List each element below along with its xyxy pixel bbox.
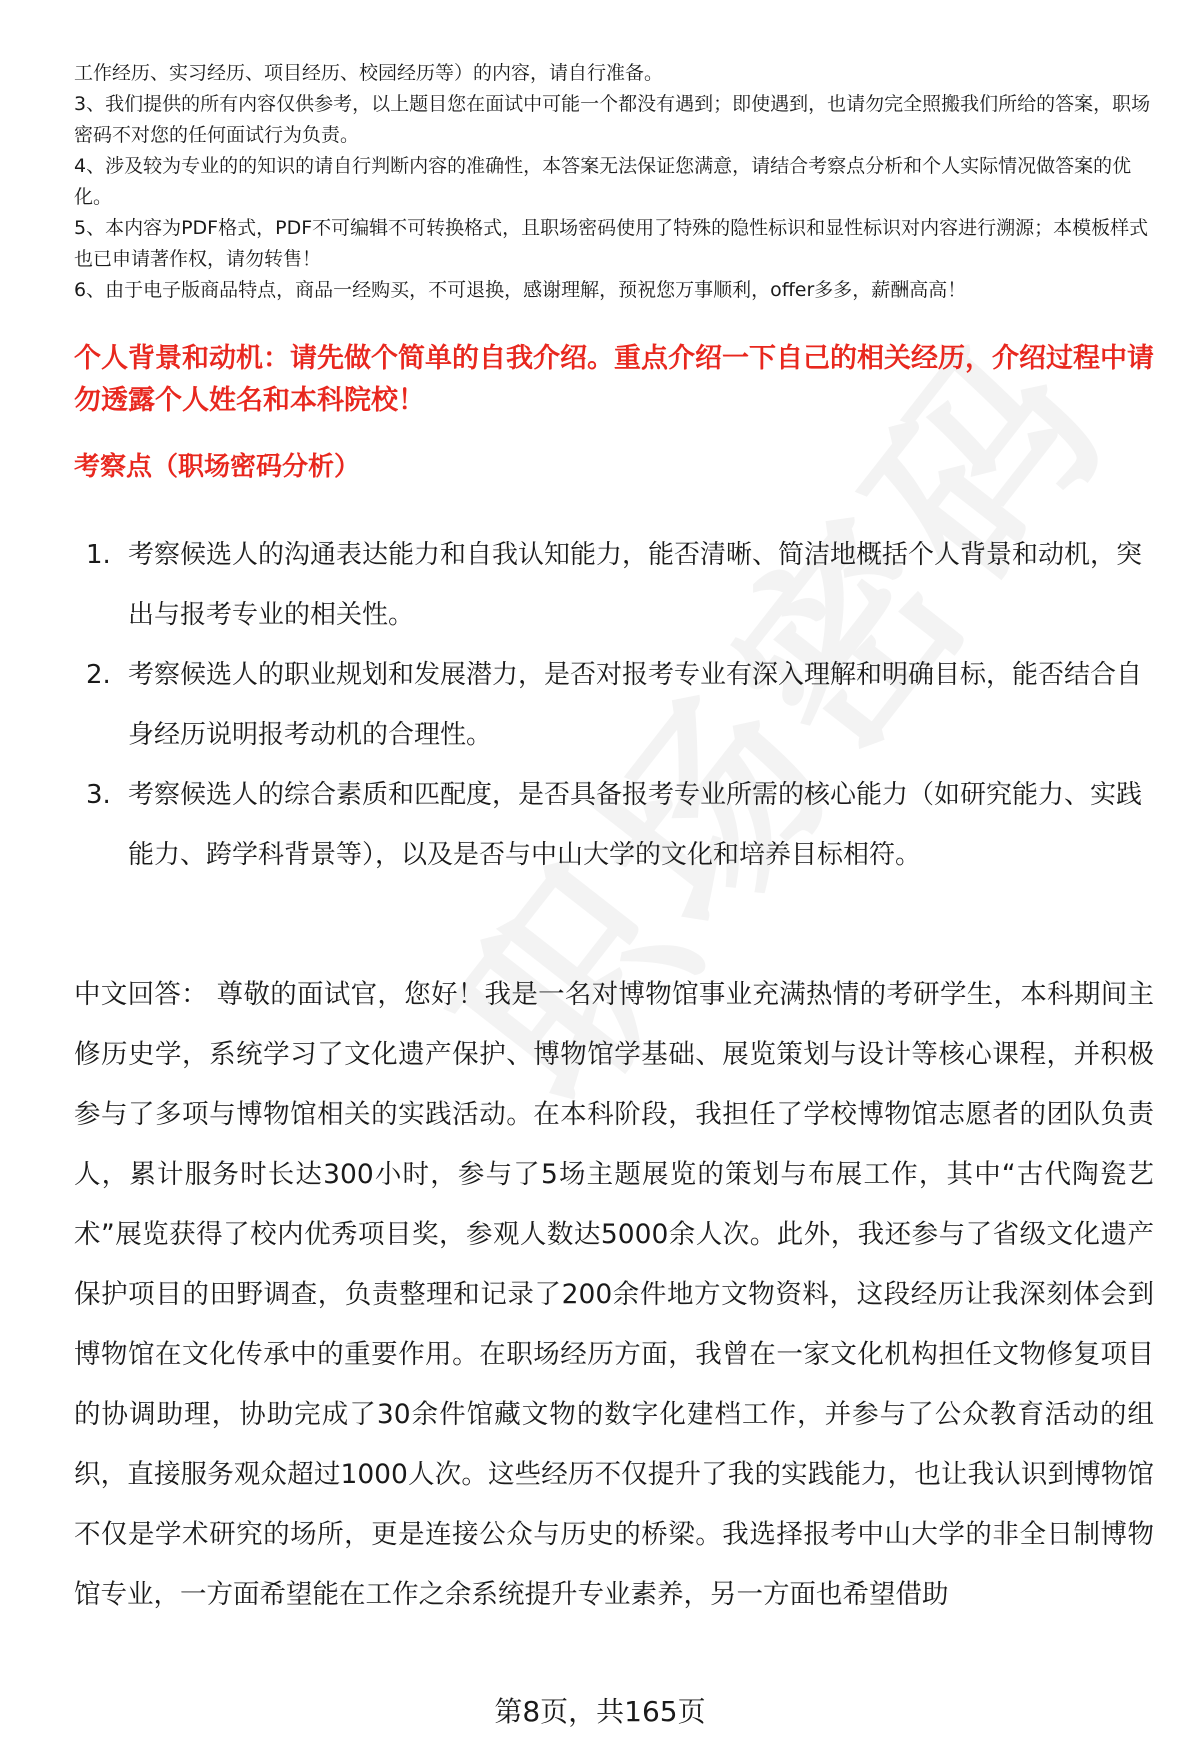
page-footer: 第8页，共165页 — [494, 1695, 706, 1728]
answer-paragraph: 中文回答： 尊敬的面试官，您好！我是一名对博物馆事业充满热情的考研学生，本科期间主修历史学，系统学习了文化遗产保护、博物馆学基础、展览策划与设计等核心课程，并积极参与了多项与博物馆相关的实践活动。在本科阶段，我担任了学校博物馆志愿者的团队负责人，累计服务时长达300小时，参与了5场主题展览的策划与布展工作，其中“古代陶瓷艺术”展览获得了校内优秀项目奖，参观人数达5000余人次。此外，我还参与了省级文化遗产保护项目的田野调查，负责整理和记录了200余件地方文物资料，这段经历让我深刻体会到博物馆在文化传承中的重要作用。在职场经历方面，我曾在一家文化机构担任文物修复项目的协调助理，协助完成了30余件馆藏文物的数字化建档工作，并参与了公众教育活动的组织，直接服务观众超过1000人次。这些经历不仅提升了我的实践能力，也让我认识到博物馆不仅是学术研究的场所，更是连接公众与历史的桥梁。我选择报考中山大学的非全日制博物馆专业，一方面希望能在工作之余系统提升专业素养，另一方面也希望借助 — [74, 979, 1154, 1610]
note-item: 3、我们提供的所有内容仅供参考，以上题目您在面试中可能一个都没有遇到；即使遇到，也请勿完全照搬我们所给的答案，职场密码不对您的任何面试行为负责。 — [74, 93, 1151, 146]
note-item: 工作经历、实习经历、项目经历、校园经历等）的内容，请自行准备。 — [74, 62, 664, 84]
point-number: 1. — [86, 540, 111, 570]
analysis-point — [74, 765, 1154, 885]
note-item: 4、涉及较为专业的的知识的请自行判断内容的准确性，本答案无法保证您满意，请结合考察点分析和个人实际情况做答案的优化。 — [74, 155, 1132, 208]
point-number: 2. — [86, 660, 111, 690]
point-text: 考察候选人的沟通表达能力和自我认知能力，能否清晰、简洁地概括个人背景和动机，突出与报考专业的相关性。 — [128, 540, 1143, 630]
note-item: 6、由于电子版商品特点，商品一经购买，不可退换，感谢理解，预祝您万事顺利，offer多多，薪酬高高！ — [74, 279, 967, 301]
point-text: 考察候选人的综合素质和匹配度，是否具备报考专业所需的核心能力（如研究能力、实践能力、跨学科背景等），以及是否与中山大学的文化和培养目标相符。 — [128, 780, 1143, 870]
analysis-point — [74, 525, 1154, 645]
point-text: 考察候选人的职业规划和发展潜力，是否对报考专业有深入理解和明确目标，能否结合自身经历说明报考动机的合理性。 — [128, 660, 1143, 750]
analysis-point — [74, 645, 1154, 765]
analysis-list — [74, 525, 1154, 885]
notes-section — [74, 58, 1154, 306]
analysis-title: 考察点（职场密码分析） — [74, 452, 361, 482]
question-heading: 个人背景和动机：请先做个简单的自我介绍。重点介绍一下自己的相关经历，介绍过程中请勿透露个人姓名和本科院校！ — [74, 343, 1154, 416]
point-number: 3. — [86, 780, 111, 810]
note-item: 5、本内容为PDF格式，PDF不可编辑不可转换格式，且职场密码使用了特殊的隐性标识和显性标识对内容进行溯源；本模板样式也已申请著作权，请勿转售！ — [74, 217, 1149, 270]
